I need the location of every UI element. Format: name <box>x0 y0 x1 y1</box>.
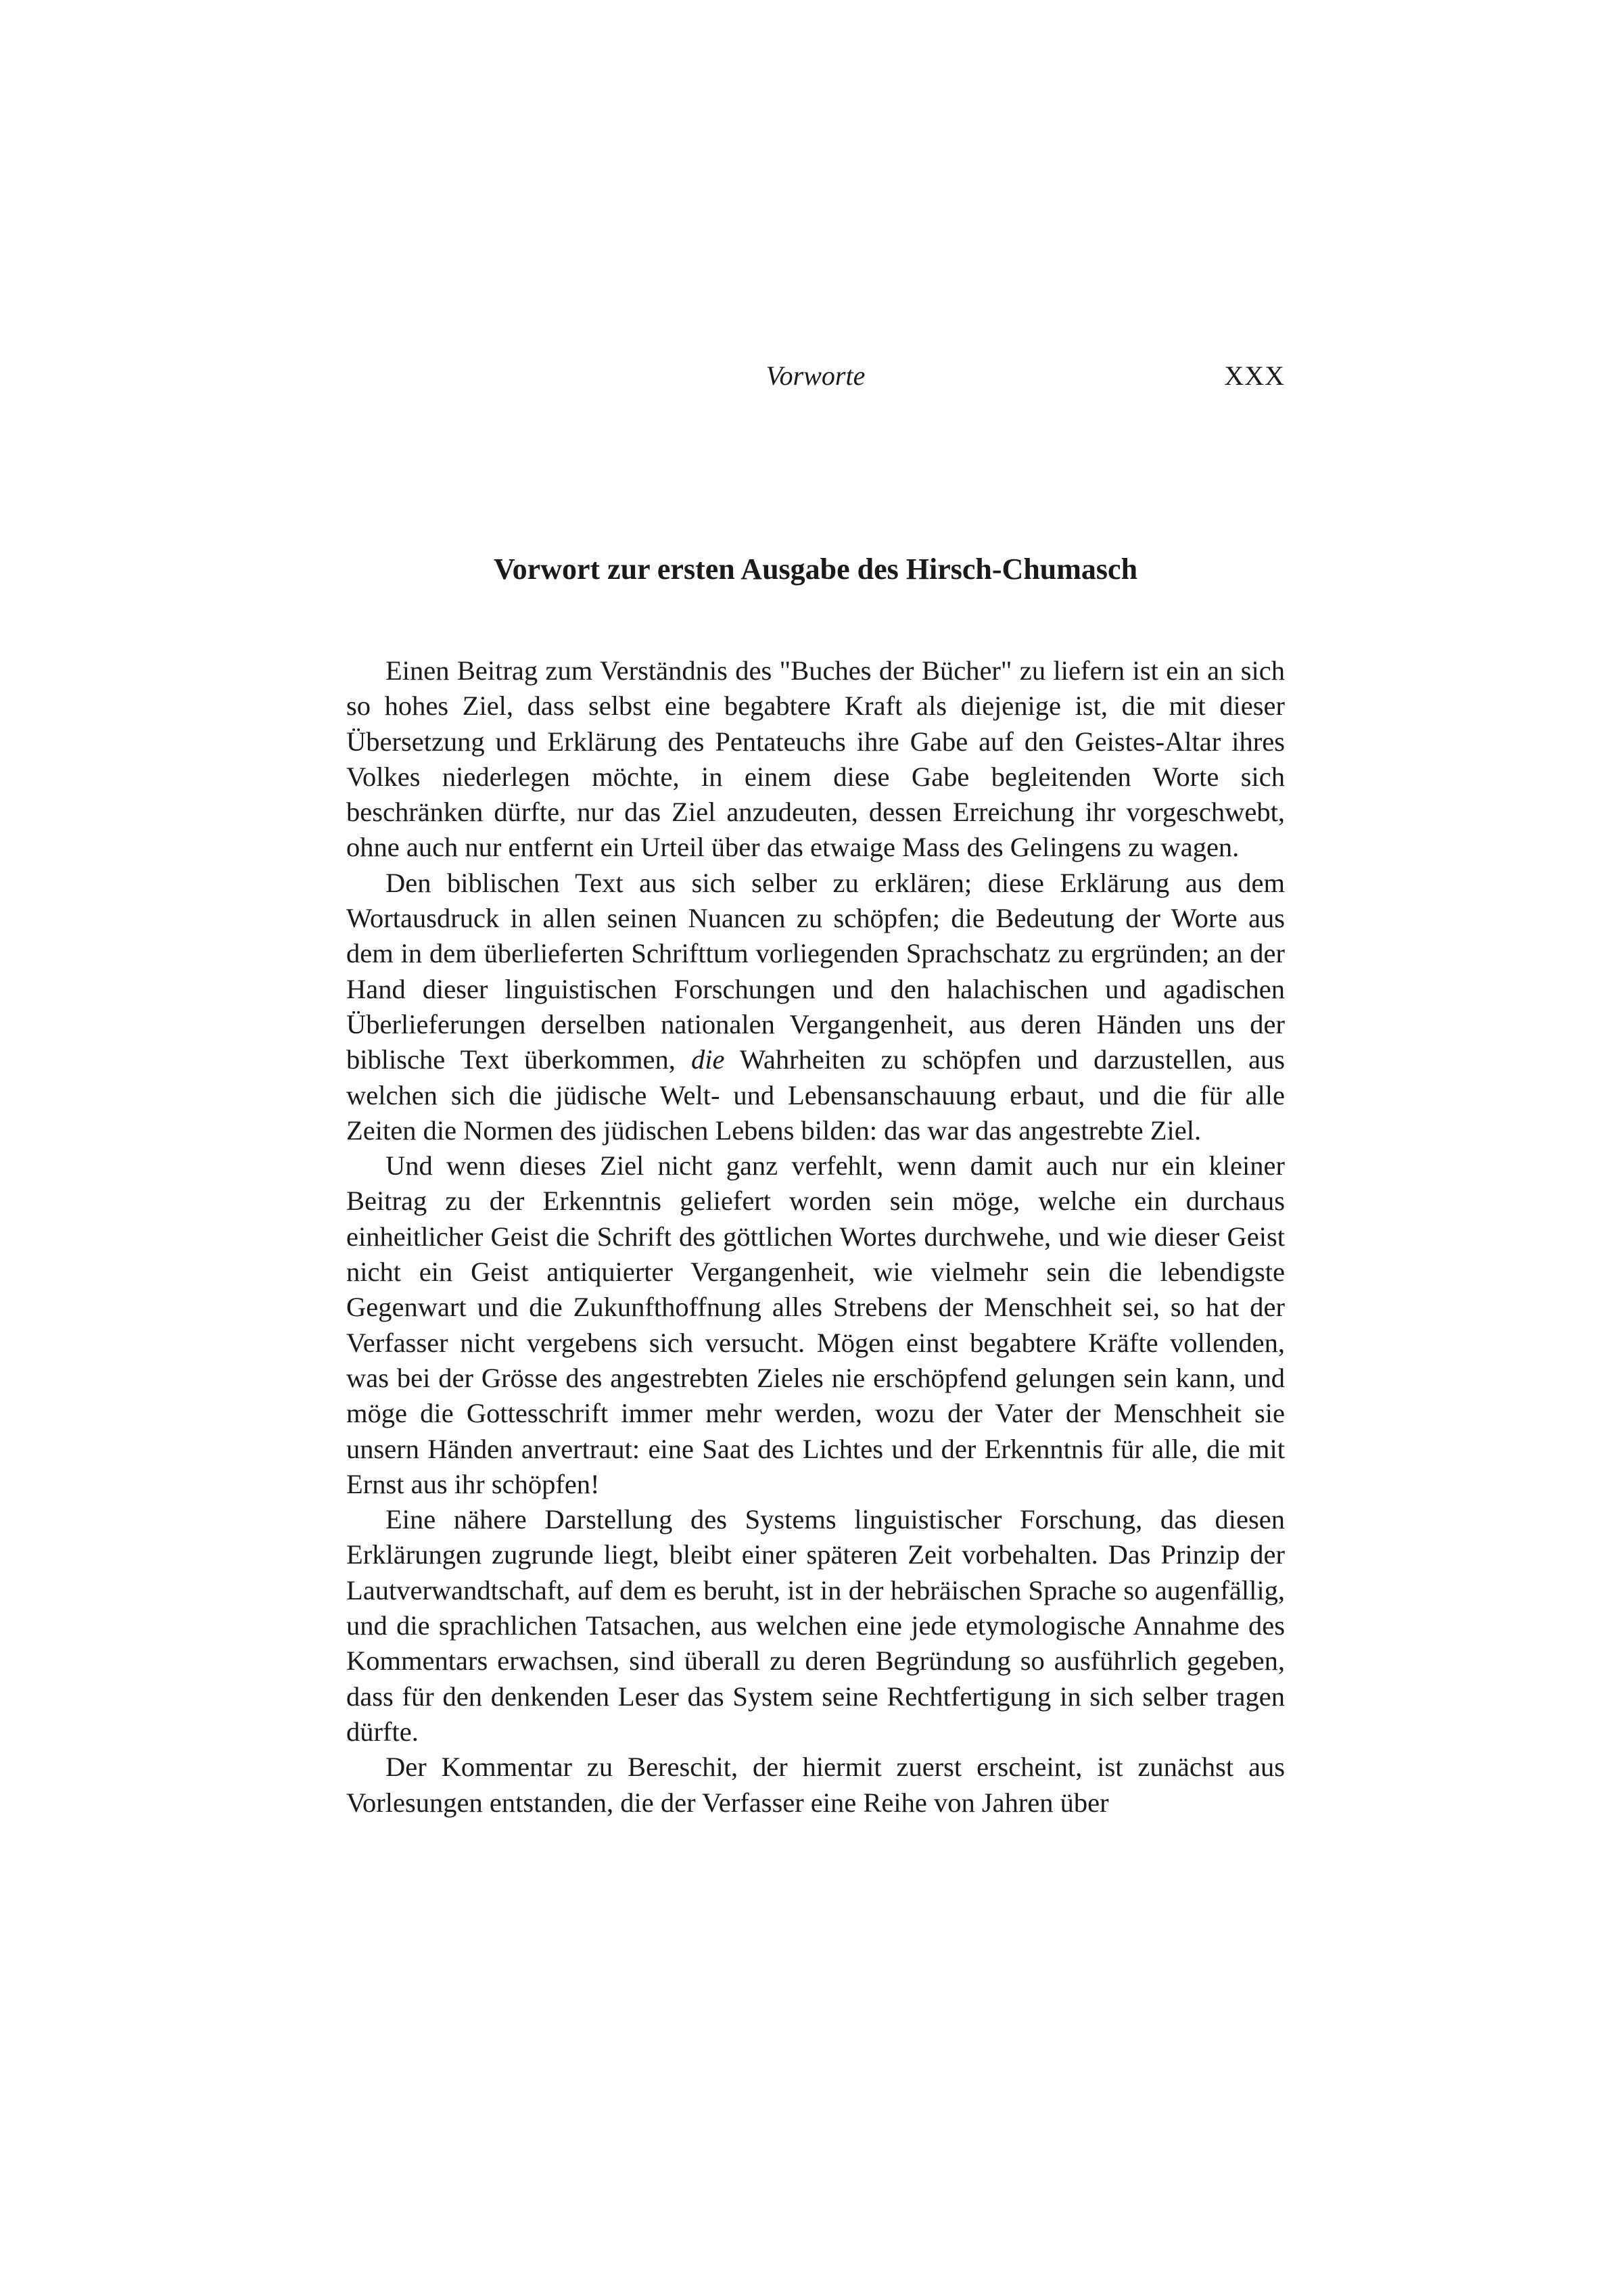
paragraph-2-emphasis: die <box>691 1044 725 1075</box>
paragraph-2-text-after: Wahrheiten zu schöpfen und darzustellen, aus welchen sich die jüdische Welt- und Lebensanschauung erbaut, und die für alle Zeiten die Normen des jüdischen Lebens bilden: das war das angestrebte Ziel. <box>346 1044 1285 1146</box>
paragraph-5: Der Kommentar zu Bereschit, der hiermit zuerst erscheint, ist zunächst aus Vorlesungen entstanden, die der Verfasser eine Reihe von Jahren über <box>346 1752 1285 1818</box>
paragraph-2-text-before: Den biblischen Text aus sich selber zu erklären; diese Erklärung aus dem Wortausdruck in allen seinen Nuancen zu schöpfen; die Bedeutung der Worte aus dem in dem überlieferten Schrifttum vorliegenden Sprachschatz zu ergründen; an der Hand dieser linguistischen Forschungen und den halachischen und agadischen Überlieferungen derselben nationalen Vergangenheit, aus deren Händen uns der biblische Text überkommen, <box>346 867 1285 1075</box>
paragraph-4: Eine nähere Darstellung des Systems linguistischer Forschung, das diesen Erklärungen zugrunde liegt, bleibt einer späteren Zeit vorbehalten. Das Prinzip der Lautverwandtschaft, auf dem es beruht, ist in der hebräischen Sprache so augenfällig, und die sprachlichen Tatsachen, aus welchen eine jede etymologische Annahme des Kommentars erwachsen, sind überall zu deren Begründung so ausführlich gegeben, dass für den denkenden Leser das System seine Rechtfertigung in sich selber tragen dürfte. <box>346 1504 1285 1747</box>
paragraph-2 <box>346 866 1285 1148</box>
section-title: Vorwort zur ersten Ausgabe des Hirsch-Chumasch <box>493 553 1138 586</box>
paragraph-1: Einen Beitrag zum Verständnis des "Buches der Bücher" zu liefern ist ein an sich so hohes Ziel, dass selbst eine begabtere Kraft als diejenige ist, die mit dieser Übersetzung und Erklärung des Pentateuchs ihre Gabe auf den Geistes-Altar ihres Volkes niederlegen möchte, in einem diese Gabe begleitenden Worte sich beschränken dürfte, nur das Ziel anzudeuten, dessen Erreichung ihr vorgeschwebt, ohne auch nur entfernt ein Urteil über das etwaige Mass des Gelingens zu wagen. <box>346 655 1285 863</box>
page-number: XXX <box>1224 360 1285 391</box>
running-title: Vorworte <box>766 360 866 391</box>
body-text <box>346 653 1285 1821</box>
paragraph-3: Und wenn dieses Ziel nicht ganz verfehlt, wenn damit auch nur ein kleiner Beitrag zu der Erkenntnis geliefert worden sein möge, welche ein durchaus einheitlicher Geist die Schrift des göttlichen Wortes durchwehe, und wie dieser Geist nicht ein Geist antiquierter Vergangenheit, wie vielmehr sein die lebendigste Gegenwart und die Zukunfthoffnung alles Strebens der Menschheit sei, so hat der Verfasser nicht vergebens sich versucht. Mögen einst begabtere Kräfte vollenden, was bei der Grösse des angestrebten Zieles nie erschöpfend gelungen sein kann, und möge die Gottesschrift immer mehr werden, wozu der Vater der Menschheit sie unsern Händen anvertraut: eine Saat des Lichtes und der Erkenntnis für alle, die mit Ernst aus ihr schöpfen! <box>346 1150 1285 1499</box>
running-head <box>346 356 1285 396</box>
